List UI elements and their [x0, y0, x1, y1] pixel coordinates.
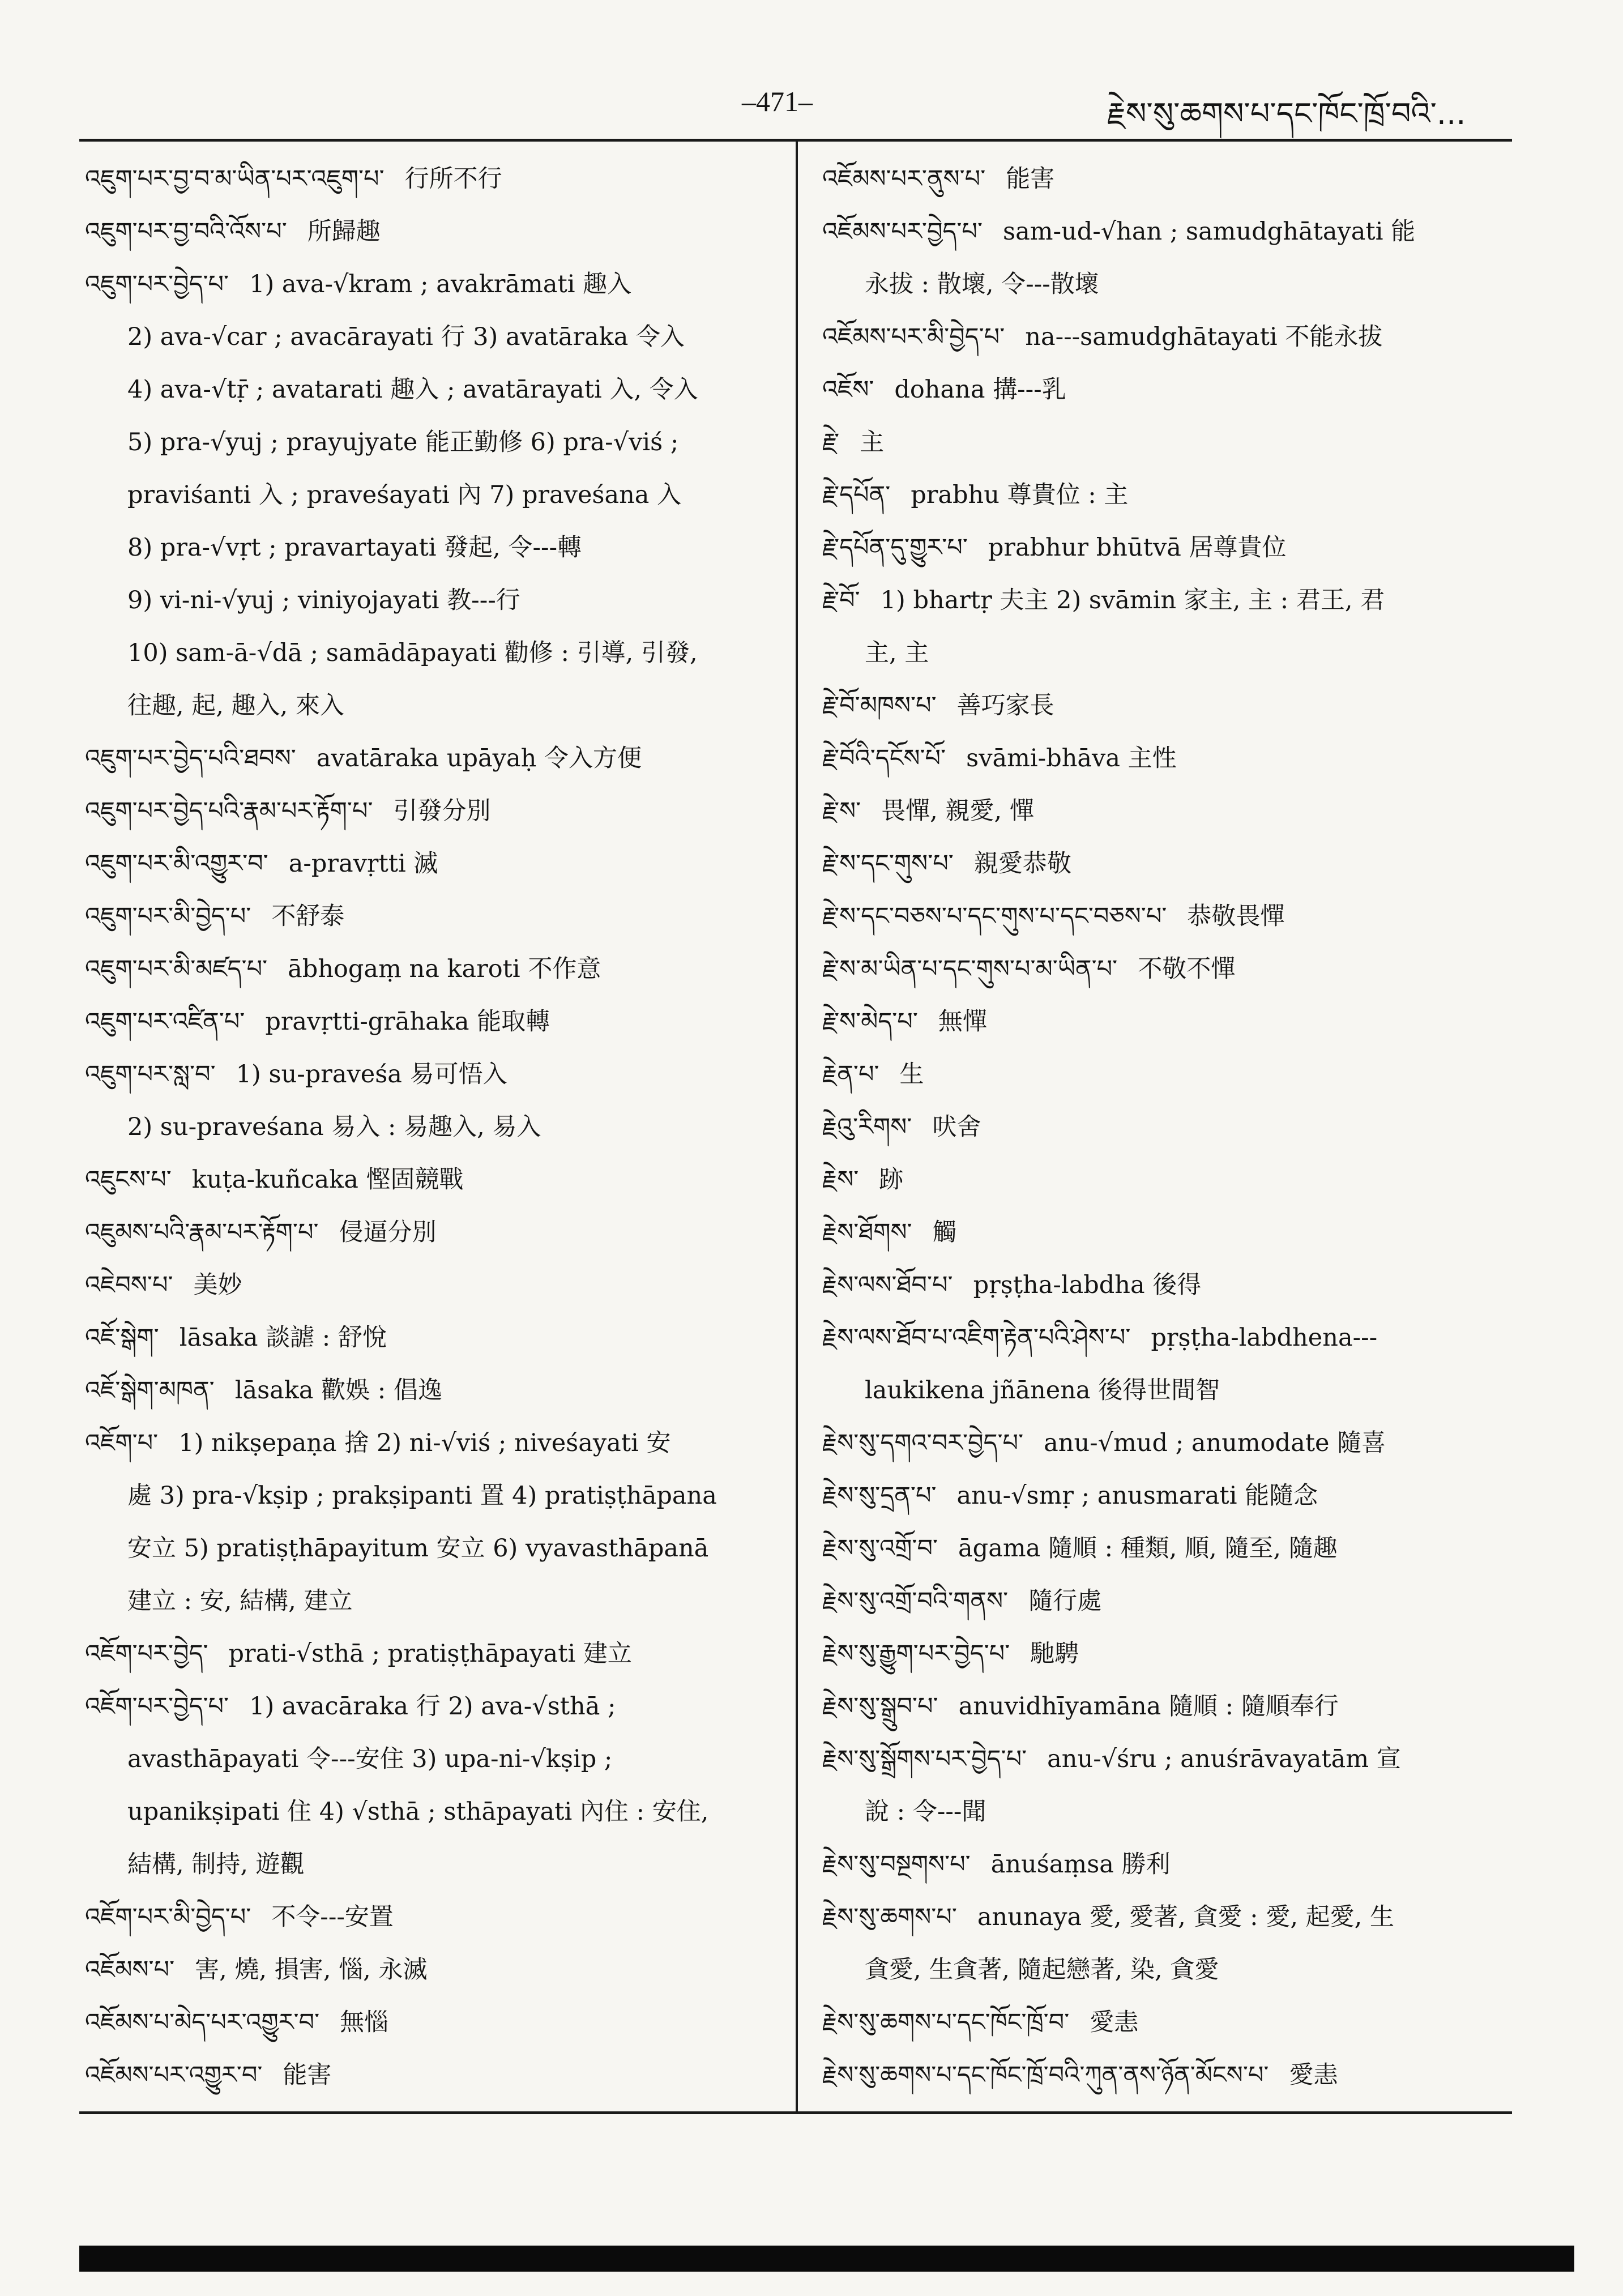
entry-definition: 1) bhartṛ 夫主 2) svāmin 家主, 主 : 君王, 君: [880, 586, 1385, 614]
dictionary-entry: [822, 1259, 1522, 1312]
entry-definition: svāmi-bhāva 主性: [966, 744, 1177, 773]
dictionary-entry: [822, 1733, 1522, 1786]
entry-continuation: [85, 1575, 784, 1628]
dictionary-entry: [822, 1312, 1522, 1364]
dictionary-entry: [822, 574, 1522, 627]
dictionary-entry: [85, 1944, 784, 1996]
entry-definition: 10) sam-ā-√dā ; samādāpayati 勸修 : 引導, 引發,: [127, 639, 698, 667]
entry-definition: 畏憚, 親愛, 憚: [881, 797, 1034, 825]
dictionary-entry: [822, 311, 1522, 364]
dictionary-entry: [822, 1048, 1522, 1101]
tibetan-headword: རྗེས་སུ་བསྔགས་པ་: [822, 1850, 971, 1879]
entry-continuation: [85, 1101, 784, 1154]
tibetan-headword: རྗེས་ལས་ཐོབ་པ་: [822, 1271, 953, 1299]
entry-definition: 說 : 令---聞: [865, 1798, 986, 1826]
dictionary-entry: [85, 1628, 784, 1680]
tibetan-headword: འཇེབས་པ་: [85, 1271, 173, 1299]
entry-continuation: [822, 258, 1522, 311]
page-number: –471–: [742, 86, 813, 117]
dictionary-entry: [85, 785, 784, 838]
column-divider: [796, 142, 798, 2113]
entry-definition: anu-√śru ; anuśrāvayatām 宣: [1047, 1745, 1401, 1773]
entry-definition: 美妙: [193, 1271, 242, 1299]
right-column: [822, 153, 1522, 2102]
tibetan-headword: རྗེས་སུ་སྒྲུབ་པ་: [822, 1692, 938, 1721]
entry-definition: 親愛恭敬: [973, 850, 1071, 878]
dictionary-entry: [822, 1891, 1522, 1944]
dictionary-entry: [822, 680, 1522, 732]
tibetan-headword: འཇོ་སྒེག་མཁན་: [85, 1376, 215, 1405]
entry-definition: a-pravṛtti 滅: [288, 850, 438, 878]
entry-definition: 無憚: [938, 1008, 987, 1036]
dictionary-entry: [85, 1312, 784, 1364]
tibetan-headword: རྗེ་ས་མ་ཡིན་པ་དང་གུས་པ་མ་ཡིན་པ་: [822, 955, 1118, 983]
tibetan-headword: རྗེས་སུ་སྒྲོགས་པར་བྱེད་པ་: [822, 1745, 1027, 1773]
dictionary-entry: [822, 522, 1522, 574]
tibetan-headword: རྗེས་སུ་རྒྱུག་པར་བྱེད་པ་: [822, 1640, 1010, 1668]
entry-definition: lāsaka 談謔 : 舒悅: [179, 1324, 387, 1352]
dictionary-entry: [822, 838, 1522, 890]
entry-continuation: [85, 627, 784, 680]
entry-definition: 行所不行: [404, 165, 502, 193]
tibetan-headword: འཇོ་སྒེག་: [85, 1324, 159, 1352]
tibetan-headword: འཇོས་: [822, 375, 874, 404]
entry-definition: laukikena jñānena 後得世間智: [865, 1376, 1220, 1405]
dictionary-entry: [822, 1628, 1522, 1680]
entry-definition: 主: [860, 428, 885, 456]
tibetan-headword: རྗེས་སུ་ཆགས་པ་: [822, 1903, 957, 1931]
tibetan-headword: རྗེས་སུ་ཆགས་པ་དང་ཁོང་ཁྲོ་བའི་ཀུན་ནས་ཉོན་མོངས་པ་: [822, 2061, 1269, 2089]
entry-definition: 隨行處: [1028, 1587, 1102, 1615]
tibetan-headword: རྗེ་ས་མེད་པ་: [822, 1008, 918, 1036]
entry-continuation: [85, 1786, 784, 1838]
entry-definition: anu-√mud ; anumodate 隨喜: [1044, 1429, 1386, 1457]
tibetan-headword: རྗེ་ས་: [822, 797, 861, 825]
dictionary-entry: [85, 996, 784, 1048]
entry-definition: 不敬不憚: [1138, 955, 1236, 983]
tibetan-headword: འཇོག་པར་མི་བྱེད་པ་: [85, 1903, 251, 1931]
tibetan-headword: རྗེས་སུ་དྲན་པ་: [822, 1482, 937, 1510]
dictionary-entry: [85, 2049, 784, 2102]
entry-definition: 2) su-praveśana 易入 : 易趣入, 易入: [127, 1113, 541, 1141]
tibetan-headword: རྗེ་བོ་: [822, 586, 860, 614]
entry-continuation: [85, 311, 784, 364]
entry-definition: 建立 : 安, 結構, 建立: [127, 1587, 353, 1615]
dictionary-entry: [822, 1680, 1522, 1733]
entry-definition: prati-√sthā ; pratiṣṭhāpayati 建立: [228, 1640, 632, 1668]
entry-definition: 1) ava-√kram ; avakrāmati 趣入: [249, 270, 632, 298]
tibetan-headword: རྗེ་: [822, 428, 840, 456]
dictionary-entry: [822, 1838, 1522, 1891]
dictionary-entry: [85, 1364, 784, 1417]
tibetan-headword: རྗེས་ལས་ཐོབ་པ་འཇིག་རྟེན་པའི་ཤེས་པ་: [822, 1324, 1131, 1352]
dictionary-entry: [85, 1154, 784, 1206]
dictionary-entry: [85, 1996, 784, 2049]
dictionary-entry: [822, 890, 1522, 943]
dictionary-entry: [85, 1680, 784, 1733]
entry-definition: 8) pra-√vṛt ; pravartayati 發起, 令---轉: [127, 534, 582, 562]
entry-continuation: [822, 1786, 1522, 1838]
entry-definition: 1) avacāraka 行 2) ava-√sthā ;: [249, 1692, 616, 1721]
tibetan-headword: འཇོམས་པ་: [85, 1956, 175, 1984]
entry-definition: āgama 隨順 : 種類, 順, 隨至, 隨趣: [958, 1534, 1338, 1563]
entry-definition: pṛṣṭha-labdha 後得: [973, 1271, 1202, 1299]
dictionary-entry: [822, 1417, 1522, 1470]
dictionary-entry: [822, 943, 1522, 996]
dictionary-entry: [822, 1101, 1522, 1154]
entry-definition: 吠舍: [932, 1113, 981, 1141]
entry-definition: dohana 搆---乳: [894, 375, 1066, 404]
entry-definition: lāsaka 歡娛 : 倡逸: [234, 1376, 442, 1405]
dictionary-entry: [822, 1522, 1522, 1575]
dictionary-entry: [822, 1470, 1522, 1522]
dictionary-entry: [822, 996, 1522, 1048]
tibetan-headword: རྗེས་ཐོགས་: [822, 1218, 912, 1247]
tibetan-headword: འཇུམས་པའི་རྣམ་པར་རྟོག་པ་: [85, 1218, 319, 1247]
dictionary-entry: [85, 1206, 784, 1259]
entry-definition: ānuśaṃsa 勝利: [990, 1850, 1171, 1879]
entry-definition: 害, 燒, 損害, 惱, 永滅: [195, 1956, 428, 1984]
dictionary-entry: [85, 890, 784, 943]
tibetan-headword: རྗེས་: [822, 1166, 859, 1194]
dictionary-entry: [822, 1206, 1522, 1259]
entry-definition: 結構, 制持, 遊觀: [127, 1850, 305, 1879]
entry-definition: 引發分別: [393, 797, 491, 825]
entry-definition: 貪愛, 生貪著, 隨起戀著, 染, 貪愛: [865, 1956, 1219, 1984]
entry-definition: 1) nikṣepaṇa 捨 2) ni-√viś ; niveśayati 安: [178, 1429, 671, 1457]
tibetan-headword: འཇུག་པར་བྱེད་པ་: [85, 270, 229, 298]
tibetan-headword: འཇོམས་པར་མི་བྱེད་པ་: [822, 323, 1005, 351]
entry-definition: 5) pra-√yuj ; prayujyate 能正勤修 6) pra-√viś ;: [127, 428, 679, 456]
tibetan-headword: འཇོམས་པར་བྱེད་པ་: [822, 217, 983, 246]
entry-definition: 2) ava-√car ; avacārayati 行 3) avatāraka 令入: [127, 323, 685, 351]
entry-definition: 善巧家長: [956, 692, 1054, 720]
tibetan-headword: འཇུག་པར་འཛིན་པ་: [85, 1008, 245, 1036]
entry-definition: prabhur bhūtvā 居尊貴位: [988, 534, 1287, 562]
entry-continuation: [85, 469, 784, 522]
dictionary-entry: [85, 943, 784, 996]
dictionary-entry: [822, 206, 1522, 258]
dictionary-entry: [85, 1891, 784, 1944]
dictionary-entry: [822, 1154, 1522, 1206]
entry-definition: 主, 主: [865, 639, 929, 667]
tibetan-headword: རྗེས་སུ་དགའ་བར་བྱེད་པ་: [822, 1429, 1024, 1457]
entry-definition: 不舒泰: [271, 902, 345, 931]
entry-definition: 跡: [879, 1166, 904, 1194]
entry-definition: 生: [899, 1060, 924, 1089]
tibetan-headword: འཇོག་པ་: [85, 1429, 159, 1457]
entry-definition: 觸: [932, 1218, 957, 1247]
entry-definition: praviśanti 入 ; praveśayati 內 7) praveśana 入: [127, 481, 682, 509]
entry-definition: 馳騁: [1030, 1640, 1079, 1668]
entry-definition: anu-√smṛ ; anusmarati 能隨念: [956, 1482, 1318, 1510]
entry-definition: pṛṣṭha-labdhena---: [1151, 1324, 1378, 1352]
tibetan-headword: རྗེས་སུ་འགྲོ་བའི་གནས་: [822, 1587, 1009, 1615]
left-column: [85, 153, 784, 2102]
entry-definition: prabhu 尊貴位 : 主: [911, 481, 1129, 509]
entry-definition: 能害: [1006, 165, 1055, 193]
entry-continuation: [85, 574, 784, 627]
dictionary-entry: [822, 153, 1522, 206]
dictionary-entry: [822, 469, 1522, 522]
entry-definition: 1) su-praveśa 易可悟入: [236, 1060, 507, 1089]
entry-continuation: [822, 1944, 1522, 1996]
tibetan-headword: འཇུག་པར་མི་བྱེད་པ་: [85, 902, 251, 931]
entry-definition: avasthāpayati 令---安住 3) upa-ni-√kṣip ;: [127, 1745, 613, 1773]
entry-definition: 往趣, 起, 趣入, 來入: [127, 692, 345, 720]
tibetan-headword: འཇུག་པར་མི་མཛད་པ་: [85, 955, 268, 983]
dictionary-entry: [822, 364, 1522, 416]
dictionary-entry: [822, 732, 1522, 785]
tibetan-headword: འཇུག་པར་བྱ་བ་མ་ཡིན་པར་འཇུག་པ་: [85, 165, 385, 193]
dictionary-entry: [822, 2049, 1522, 2102]
entry-definition: 4) ava-√tṝ ; avatarati 趣入 ; avatārayati 入, 令入: [127, 375, 698, 404]
entry-continuation: [85, 680, 784, 732]
dictionary-entry: [85, 153, 784, 206]
entry-continuation: [85, 364, 784, 416]
tibetan-headword: འཇུངས་པ་: [85, 1166, 172, 1194]
entry-definition: 愛恚: [1090, 2008, 1139, 2037]
entry-definition: ābhogaṃ na karoti 不作意: [288, 955, 601, 983]
entry-definition: upanikṣipati 住 4) √sthā ; sthāpayati 內住 : 安住,: [127, 1798, 709, 1826]
entry-continuation: [822, 1364, 1522, 1417]
entry-continuation: [85, 1838, 784, 1891]
entry-definition: 能害: [283, 2061, 332, 2089]
dictionary-entry: [85, 1259, 784, 1312]
dictionary-entry: [85, 1048, 784, 1101]
tibetan-headword: རྗེ་ས་དང་བཅས་པ་དང་གུས་པ་དང་བཅས་པ་: [822, 902, 1167, 931]
dictionary-entry: [822, 1575, 1522, 1628]
tibetan-headword: འཇོམས་པ་མེད་པར་འགྱུར་བ་: [85, 2008, 320, 2037]
tibetan-headword: རྗེན་པ་: [822, 1060, 879, 1089]
entry-definition: 不令---安置: [271, 1903, 394, 1931]
dictionary-entry: [822, 1996, 1522, 2049]
entry-continuation: [85, 1470, 784, 1522]
entry-definition: kuṭa-kuñcaka 慳固競戰: [191, 1166, 464, 1194]
entry-definition: 恭敬畏憚: [1187, 902, 1285, 931]
tibetan-headword: རྗེ་དཔོན་དུ་གྱུར་པ་: [822, 534, 968, 562]
entry-continuation: [85, 522, 784, 574]
tibetan-headword: རྗེ་བོའི་དངོས་པོ་: [822, 744, 946, 773]
entry-definition: 無惱: [340, 2008, 389, 2037]
tibetan-headword: འཇུག་པར་བྱ་བའི་འོས་པ་: [85, 217, 287, 246]
entry-continuation: [85, 416, 784, 469]
entry-definition: sam-ud-√han ; samudghātayati 能: [1003, 217, 1416, 246]
dictionary-entry: [822, 416, 1522, 469]
entry-definition: 侵逼分別: [339, 1218, 437, 1247]
entry-definition: 安立 5) pratiṣṭhāpayitum 安立 6) vyavasthāpanā: [127, 1534, 709, 1563]
dictionary-entry: [85, 258, 784, 311]
tibetan-headword: རྗེ་དཔོན་: [822, 481, 891, 509]
dictionary-entry: [85, 732, 784, 785]
entry-continuation: [85, 1733, 784, 1786]
dictionary-entry: [85, 206, 784, 258]
dictionary-entry: [85, 838, 784, 890]
tibetan-headword: འཇུག་པར་མི་འགྱུར་བ་: [85, 850, 268, 878]
entry-definition: 所歸趣: [307, 217, 381, 246]
entry-definition: 愛恚: [1289, 2061, 1338, 2089]
bottom-rule: [79, 2111, 1512, 2114]
running-head: རྗེས་སུ་ཆགས་པ་དང་ཁོང་ཁྲོ་བའི་...: [1107, 96, 1466, 131]
tibetan-headword: རྗེས་སུ་ཆགས་པ་དང་ཁོང་ཁྲོ་བ་: [822, 2008, 1070, 2037]
entry-definition: pravṛtti-grāhaka 能取轉: [265, 1008, 550, 1036]
tibetan-headword: རྗེའུ་རིགས་: [822, 1113, 912, 1141]
entry-definition: 9) vi-ni-√yuj ; viniyojayati 教---行: [127, 586, 520, 614]
tibetan-headword: འཇོག་པར་བྱེད་པ་: [85, 1692, 229, 1721]
scan-edge-band: [79, 2246, 1574, 2272]
entry-continuation: [85, 1522, 784, 1575]
entry-definition: anunaya 愛, 愛著, 貪愛 : 愛, 起愛, 生: [977, 1903, 1395, 1931]
entry-definition: 永拔 : 散壞, 令---散壞: [865, 270, 1099, 298]
tibetan-headword: འཇུག་པར་སླ་བ་: [85, 1060, 216, 1089]
entry-definition: 處 3) pra-√kṣip ; prakṣipanti 置 4) pratiṣṭhāpana: [127, 1482, 717, 1510]
dictionary-entry: [822, 785, 1522, 838]
tibetan-headword: འཇོག་པར་བྱེད་: [85, 1640, 208, 1668]
entry-definition: avatāraka upāyaḥ 令入方便: [316, 744, 642, 773]
dictionary-entry: [85, 1417, 784, 1470]
entry-definition: na---samudghātayati 不能永拔: [1025, 323, 1383, 351]
tibetan-headword: རྗེས་སུ་འགྲོ་བ་: [822, 1534, 938, 1563]
entry-definition: anuvidhīyamāna 隨順 : 隨順奉行: [958, 1692, 1339, 1721]
tibetan-headword: འཇུག་པར་བྱེད་པའི་ཐབས་: [85, 744, 296, 773]
tibetan-headword: འཇོམས་པར་འགྱུར་བ་: [85, 2061, 263, 2089]
tibetan-headword: རྗེ་བོ་མཁས་པ་: [822, 692, 937, 720]
tibetan-headword: འཇོམས་པར་ནུས་པ་: [822, 165, 986, 193]
entry-continuation: [822, 627, 1522, 680]
tibetan-headword: རྗེ་ས་དང་གུས་པ་: [822, 850, 954, 878]
tibetan-headword: འཇུག་པར་བྱེད་པའི་རྣམ་པར་རྟོག་པ་: [85, 797, 373, 825]
